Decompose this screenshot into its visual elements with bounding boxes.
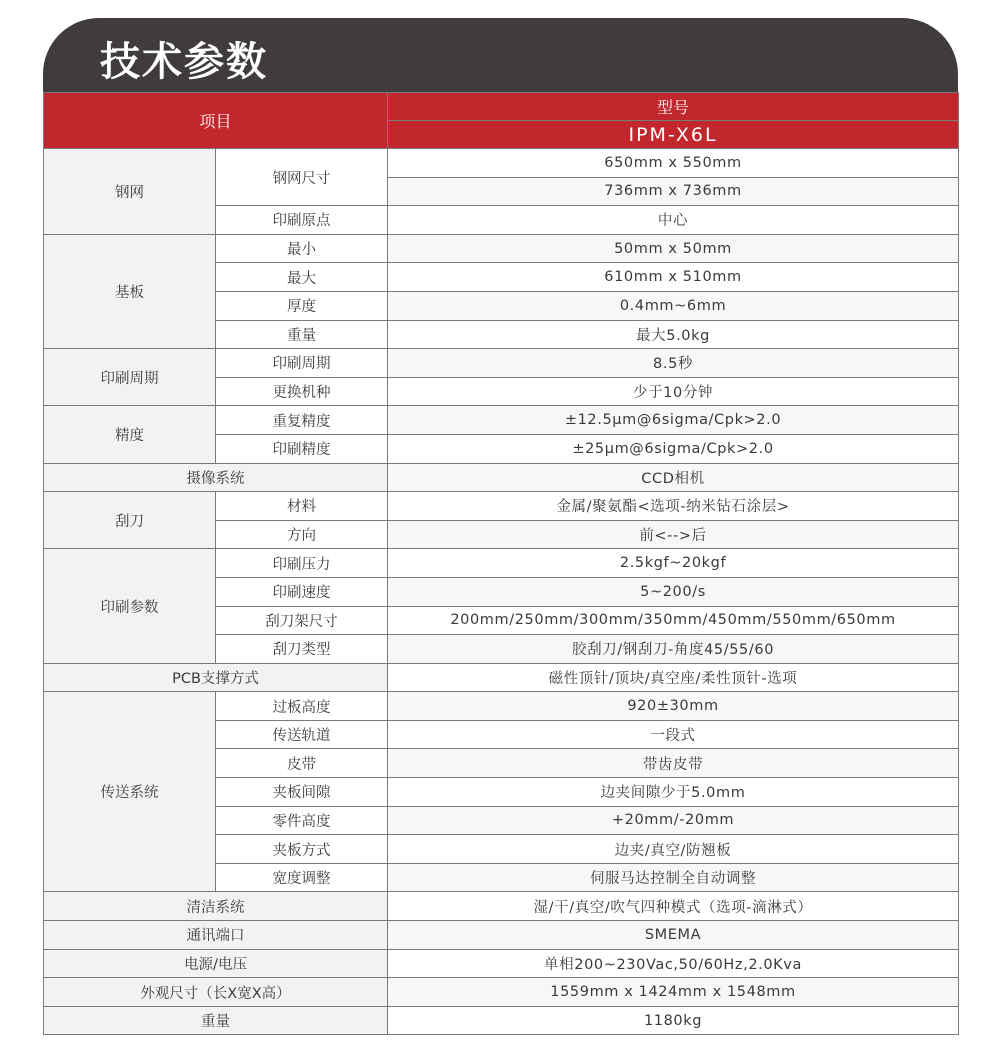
value-cell: 中心 <box>388 206 959 235</box>
category-cell: 刮刀 <box>44 492 216 549</box>
subitem-cell: 印刷速度 <box>216 577 388 606</box>
value-cell: 边夹间隙少于5.0mm <box>388 778 959 807</box>
subitem-cell: 零件高度 <box>216 806 388 835</box>
category-cell: 清洁系统 <box>44 892 388 921</box>
value-cell: 少于10分钟 <box>388 377 959 406</box>
header-item: 项目 <box>44 93 388 149</box>
subitem-cell: 刮刀类型 <box>216 635 388 664</box>
subitem-cell: 更换机种 <box>216 377 388 406</box>
table-row <box>44 149 959 178</box>
table-row <box>44 892 959 921</box>
value-cell: CCD相机 <box>388 463 959 492</box>
table-row <box>44 978 959 1007</box>
header-model-label: 型号 <box>388 93 959 121</box>
subitem-cell: 宽度调整 <box>216 863 388 892</box>
table-row <box>44 949 959 978</box>
subitem-cell: 方向 <box>216 520 388 549</box>
category-cell: 重量 <box>44 1006 388 1035</box>
category-cell: 电源/电压 <box>44 949 388 978</box>
category-cell: 外观尺寸（长X宽X高） <box>44 978 388 1007</box>
value-cell: 单相200~230Vac,50/60Hz,2.0Kva <box>388 949 959 978</box>
spec-body <box>44 149 959 1035</box>
subitem-cell: 过板高度 <box>216 692 388 721</box>
value-cell: 8.5秒 <box>388 349 959 378</box>
value-cell: 736mm x 736mm <box>388 177 959 206</box>
value-cell: 前<-->后 <box>388 520 959 549</box>
subitem-cell: 传送轨道 <box>216 720 388 749</box>
subitem-cell: 最大 <box>216 263 388 292</box>
subitem-cell: 夹板方式 <box>216 835 388 864</box>
value-cell: 金属/聚氨酯<选项-纳米钻石涂层> <box>388 492 959 521</box>
value-cell: 200mm/250mm/300mm/350mm/450mm/550mm/650mm <box>388 606 959 635</box>
subitem-cell: 厚度 <box>216 291 388 320</box>
category-cell: 传送系统 <box>44 692 216 892</box>
value-cell: SMEMA <box>388 921 959 950</box>
value-cell: 磁性顶针/顶块/真空座/柔性顶针-选项 <box>388 663 959 692</box>
category-cell: 钢网 <box>44 149 216 235</box>
subitem-cell: 印刷周期 <box>216 349 388 378</box>
subitem-cell: 钢网尺寸 <box>216 149 388 206</box>
value-cell: ±25μm@6sigma/Cpk>2.0 <box>388 434 959 463</box>
value-cell: 带齿皮带 <box>388 749 959 778</box>
category-cell: 摄像系统 <box>44 463 388 492</box>
category-cell: PCB支撑方式 <box>44 663 388 692</box>
value-cell: 50mm x 50mm <box>388 234 959 263</box>
category-cell: 精度 <box>44 406 216 463</box>
table-header-row <box>44 93 959 121</box>
subitem-cell: 重复精度 <box>216 406 388 435</box>
subitem-cell: 重量 <box>216 320 388 349</box>
category-cell: 印刷参数 <box>44 549 216 663</box>
value-cell: 伺服马达控制全自动调整 <box>388 863 959 892</box>
subitem-cell: 印刷精度 <box>216 434 388 463</box>
value-cell: ±12.5μm@6sigma/Cpk>2.0 <box>388 406 959 435</box>
value-cell: 1180kg <box>388 1006 959 1035</box>
subitem-cell: 夹板间隙 <box>216 778 388 807</box>
value-cell: 920±30mm <box>388 692 959 721</box>
value-cell: 1559mm x 1424mm x 1548mm <box>388 978 959 1007</box>
category-cell: 印刷周期 <box>44 349 216 406</box>
value-cell: 湿/干/真空/吹气四种模式（选项-滴淋式） <box>388 892 959 921</box>
category-cell: 通讯端口 <box>44 921 388 950</box>
table-row <box>44 1006 959 1035</box>
table-row <box>44 406 959 435</box>
value-cell: 胶刮刀/钢刮刀-角度45/55/60 <box>388 635 959 664</box>
table-row <box>44 549 959 578</box>
value-cell: 边夹/真空/防翘板 <box>388 835 959 864</box>
value-cell: 2.5kgf~20kgf <box>388 549 959 578</box>
subitem-cell: 印刷原点 <box>216 206 388 235</box>
value-cell: 5~200/s <box>388 577 959 606</box>
table-row <box>44 692 959 721</box>
table-row <box>44 349 959 378</box>
subitem-cell: 印刷压力 <box>216 549 388 578</box>
value-cell: 一段式 <box>388 720 959 749</box>
value-cell: 0.4mm~6mm <box>388 291 959 320</box>
table-row <box>44 492 959 521</box>
subitem-cell: 皮带 <box>216 749 388 778</box>
category-cell: 基板 <box>44 234 216 348</box>
value-cell: 610mm x 510mm <box>388 263 959 292</box>
subitem-cell: 材料 <box>216 492 388 521</box>
table-row <box>44 663 959 692</box>
page-title: 技术参数 <box>100 39 268 85</box>
value-cell: 650mm x 550mm <box>388 149 959 178</box>
table-row <box>44 234 959 263</box>
spec-table <box>43 92 959 1035</box>
value-cell: 最大5.0kg <box>388 320 959 349</box>
subitem-cell: 最小 <box>216 234 388 263</box>
value-cell: +20mm/-20mm <box>388 806 959 835</box>
table-row <box>44 921 959 950</box>
table-row <box>44 463 959 492</box>
subitem-cell: 刮刀架尺寸 <box>216 606 388 635</box>
header-model: IPM-X6L <box>388 121 959 149</box>
title-banner <box>43 18 958 92</box>
